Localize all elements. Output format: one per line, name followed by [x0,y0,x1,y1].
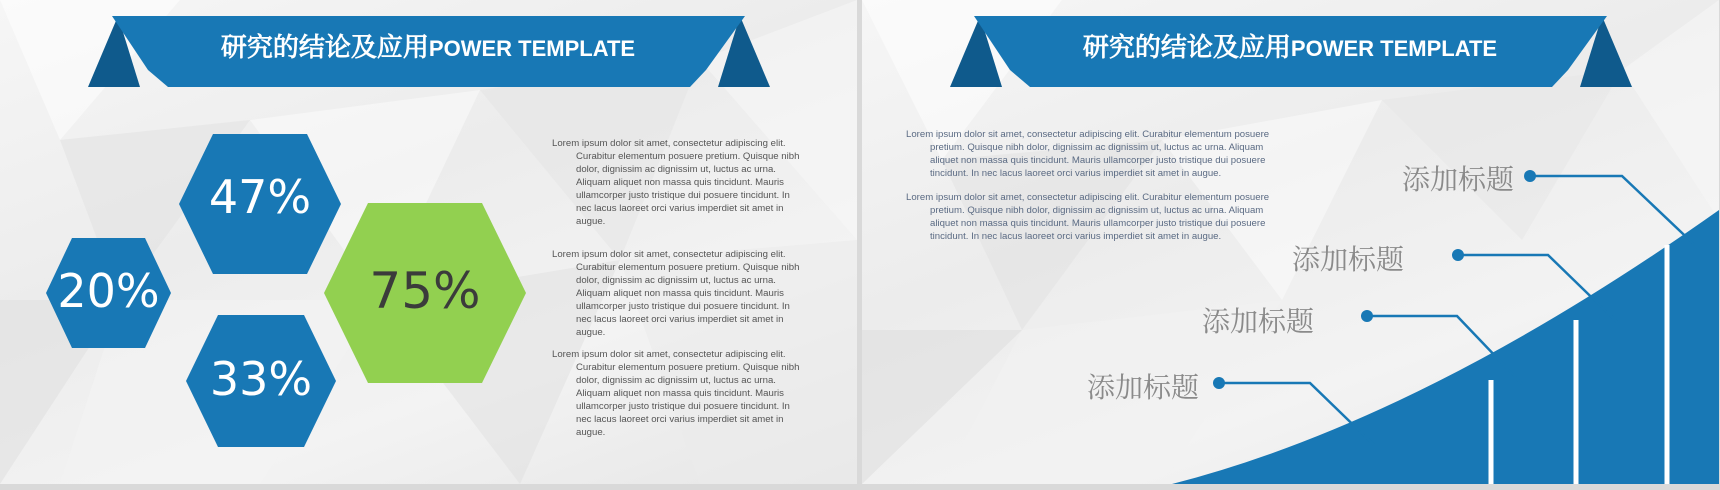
slide-title-en: POWER TEMPLATE [1290,36,1498,61]
paragraph-1-text: Lorem ipsum dolor sit amet, consectetur adipiscing elit. Curabitur elementum posuere pretium. Quisque nibh dolor, dignissim ac dignissim ut, luctus ac urna. Aliquam aliquet non massa quis tincidunt. Mauris ullamcorper justo tristique dui posuere tincidunt. In nec lacus laoreet orci varius imperdiet sit amet in augue. [906,129,1270,179]
paragraph-1-text: Lorem ipsum dolor sit amet, consectetur adipiscing elit. Curabitur elementum posuere pretium. Quisque nibh dolor, dignissim ac dignissim ut, luctus ac urna. Aliquam aliquet non massa quis tincidunt. Mauris ullamcorper justo tristique dui posuere tincidunt. In nec lacus laoreet orci varius imperdiet sit amet in augue. [552,138,800,227]
paragraph-3-text: Lorem ipsum dolor sit amet, consectetur adipiscing elit. Curabitur elementum posuere pretium. Quisque nibh dolor, dignissim ac dignissim ut, luctus ac urna. Aliquam aliquet non massa quis tincidunt. Mauris ullamcorper justo tristique dui posuere tincidunt. In nec lacus laoreet orci varius imperdiet sit amet in augue. [552,349,800,438]
slide-right [862,0,1719,484]
paragraph-3 [552,348,806,439]
paragraph-1 [552,137,806,228]
slide-title [150,28,706,68]
hexagon-33-label: 33% [209,352,313,406]
slide-title-en: POWER TEMPLATE [428,36,636,61]
connector-line-1 [1530,176,1700,250]
hexagon-75-label: 75% [369,262,481,320]
slide-title-cn: 研究的结论及应用 [220,33,429,63]
paragraph-2-text: Lorem ipsum dolor sit amet, consectetur adipiscing elit. Curabitur elementum posuere pretium. Quisque nibh dolor, dignissim ac dignissim ut, luctus ac urna. Aliquam aliquet non massa quis tincidunt. Mauris ullamcorper justo tristique dui posuere tincidunt. In nec lacus laoreet orci varius imperdiet sit amet in augue. [906,192,1270,242]
slide-left [0,0,857,484]
paragraph-2 [552,248,806,339]
step-label-4: 添加标题 [1087,371,1200,404]
step-label-3: 添加标题 [1202,305,1315,338]
hexagon-47-label: 47% [208,170,312,224]
step-label-2: 添加标题 [1292,243,1405,276]
growth-graphic [862,0,1719,484]
hexagon-20-label: 20% [57,264,160,318]
growth-curve-fill [1172,210,1719,484]
connector-dot-4 [1213,377,1225,389]
connector-dot-3 [1361,310,1373,322]
step-label-1: 添加标题 [1402,163,1515,196]
connector-dot-2 [1452,249,1464,261]
slide-title-cn: 研究的结论及应用 [1082,33,1291,63]
connector-dot-1 [1524,170,1536,182]
paragraph-2-text: Lorem ipsum dolor sit amet, consectetur adipiscing elit. Curabitur elementum posuere pretium. Quisque nibh dolor, dignissim ac dignissim ut, luctus ac urna. Aliquam aliquet non massa quis tincidunt. Mauris ullamcorper justo tristique dui posuere tincidunt. In nec lacus laoreet orci varius imperdiet sit amet in augue. [552,249,800,338]
